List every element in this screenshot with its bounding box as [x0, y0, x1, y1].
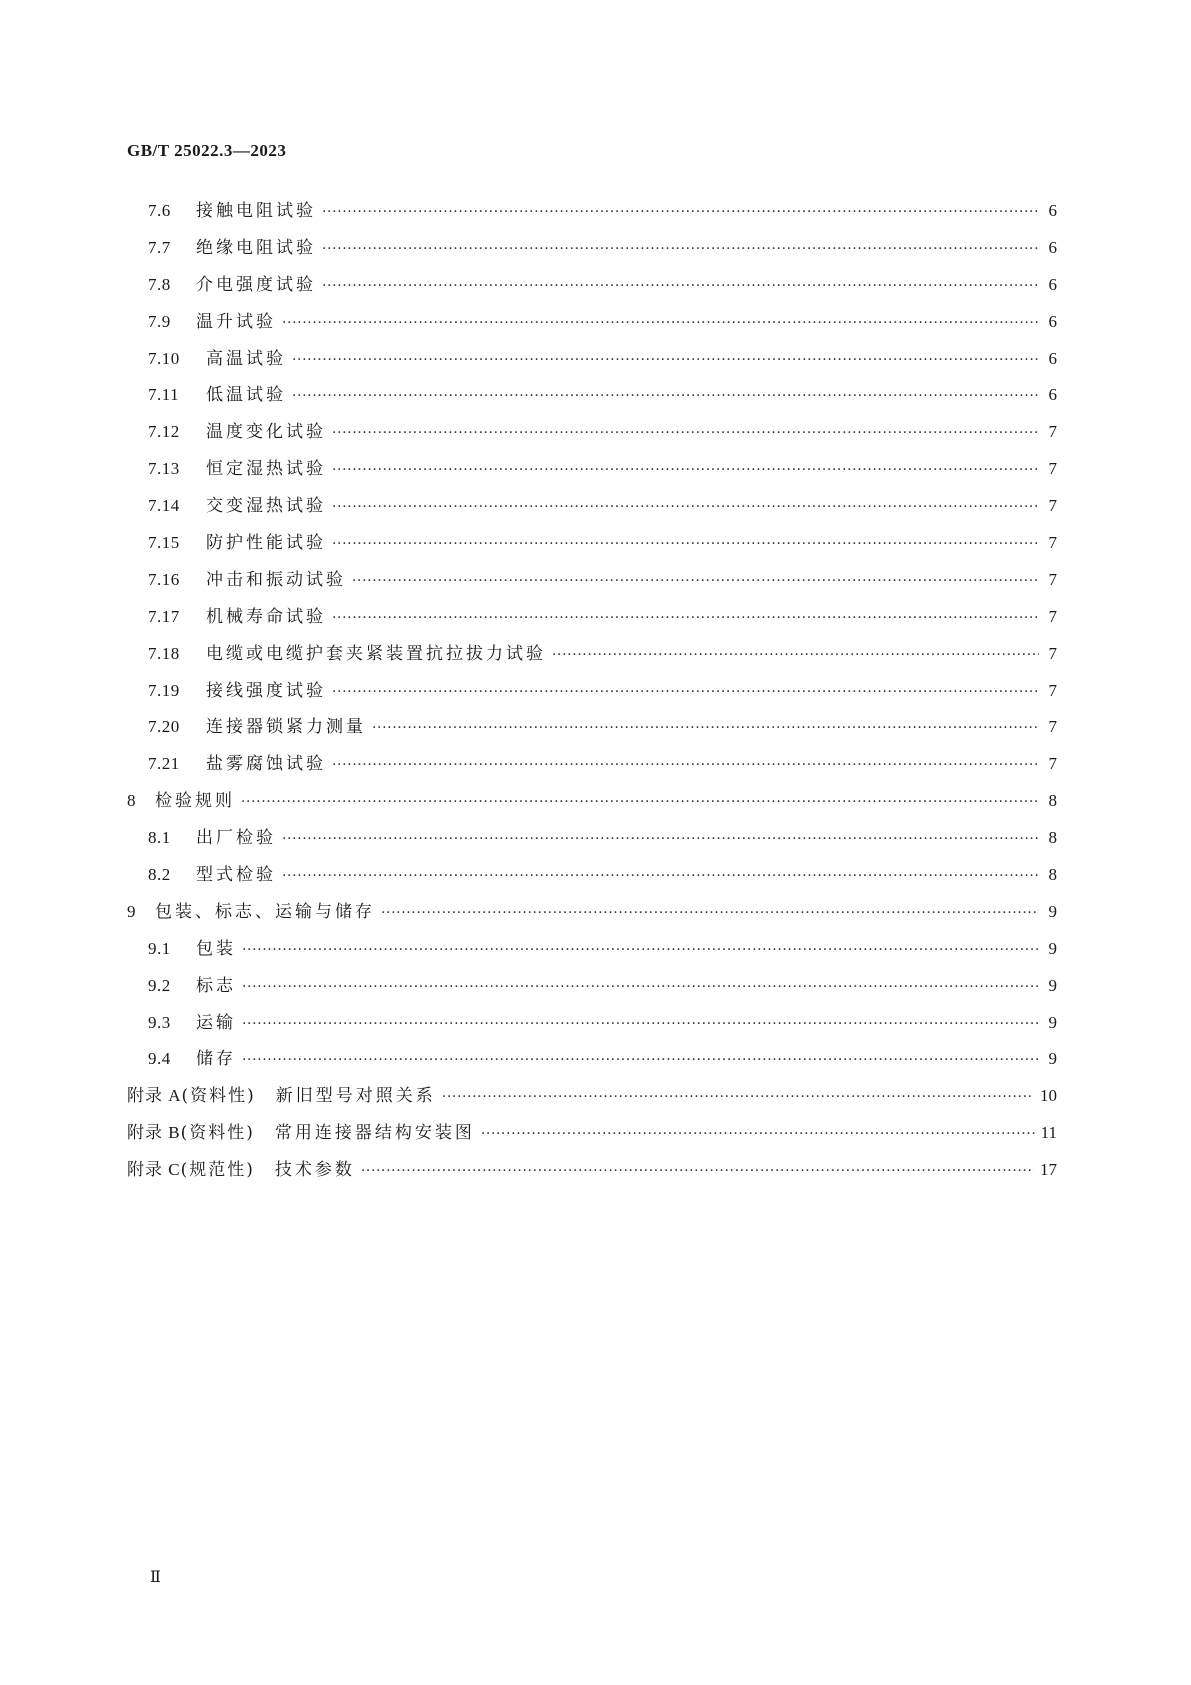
toc-entry[interactable] [127, 602, 1057, 639]
toc-entry-page: 6 [1048, 385, 1057, 405]
toc-entry-title: 低温试验 [206, 385, 286, 406]
toc-entry-number: 附录 A [127, 1086, 182, 1106]
toc-entry-page: 6 [1048, 201, 1057, 220]
toc-entry-title: 电缆或电缆护套夹紧装置抗拉拔力试验 [206, 643, 546, 664]
toc-entry[interactable] [127, 1081, 1057, 1118]
toc-dot-leader [332, 684, 1039, 700]
toc-dot-leader [242, 1016, 1039, 1032]
toc-entry[interactable] [127, 454, 1057, 491]
toc-entry-page: 6 [1048, 348, 1057, 368]
toc-entry[interactable] [127, 786, 1057, 823]
toc-entry-title: 介电强度试验 [196, 274, 316, 295]
toc-entry-page: 7 [1048, 643, 1057, 663]
toc-entry-title: 接线强度试验 [206, 680, 326, 701]
toc-entry[interactable] [127, 565, 1057, 602]
toc-entry[interactable] [127, 491, 1057, 528]
toc-entry-title: 交变湿热试验 [206, 496, 326, 517]
toc-entry-title: 绝缘电阻试验 [196, 237, 316, 258]
toc-dot-leader [241, 794, 1039, 810]
toc-entry-number: 7.15 [148, 533, 180, 553]
toc-dot-leader [552, 647, 1039, 663]
toc-entry-page: 7 [1048, 754, 1057, 774]
toc-entry[interactable] [127, 528, 1057, 565]
toc-entry-page: 7 [1048, 569, 1057, 589]
toc-entry-title: 温度变化试验 [206, 422, 326, 443]
toc-entry-page: 7 [1048, 496, 1057, 516]
toc-entry-title: 标志 [196, 975, 236, 996]
toc-entry-number: 8 [127, 791, 136, 811]
toc-entry-category: (资料性) [180, 1123, 255, 1144]
toc-dot-leader [282, 315, 1039, 331]
toc-entry[interactable] [127, 380, 1057, 417]
toc-entry[interactable] [127, 307, 1057, 344]
toc-entry-page: 7 [1048, 606, 1057, 626]
toc-entry[interactable] [127, 934, 1057, 971]
toc-entry-title: 包装 [196, 938, 236, 959]
toc-entry-number: 9.2 [148, 975, 171, 995]
toc-entry-title: 温升试验 [196, 311, 276, 332]
toc-dot-leader [242, 942, 1039, 958]
toc-entry-number: 7.16 [148, 569, 180, 589]
toc-dot-leader [282, 868, 1039, 884]
toc-entry-title: 接触电阻试验 [196, 201, 316, 221]
toc-entry-page: 6 [1048, 237, 1057, 257]
toc-entry-page: 8 [1048, 828, 1057, 848]
toc-entry-page: 9 [1048, 938, 1057, 958]
toc-entry-number: 7.20 [148, 717, 180, 737]
document-code: GB/T 25022.3—2023 [127, 141, 287, 160]
page-number: Ⅱ [150, 1569, 161, 1586]
toc-entry-number: 7.19 [148, 680, 180, 700]
toc-entry[interactable] [127, 344, 1057, 381]
toc-dot-leader [332, 536, 1039, 552]
toc-entry-page: 9 [1048, 901, 1057, 921]
toc-dot-leader [442, 1089, 1034, 1105]
toc-entry-page: 7 [1048, 533, 1057, 553]
toc-entry-title: 恒定湿热试验 [206, 459, 326, 480]
toc-entry[interactable] [127, 712, 1057, 749]
toc-entry-number: 7.14 [148, 496, 180, 516]
toc-entry-page: 7 [1048, 680, 1057, 700]
toc-entry-number: 7.9 [148, 311, 171, 331]
toc-entry[interactable] [127, 196, 1057, 233]
toc-entry[interactable] [127, 749, 1057, 786]
toc-entry-page: 8 [1048, 791, 1057, 811]
toc-entry-page: 6 [1048, 311, 1057, 331]
toc-entry-page: 7 [1048, 422, 1057, 442]
toc-entry-category: (规范性) [180, 1160, 255, 1181]
toc-entry-title: 机械寿命试验 [206, 606, 326, 627]
toc-entry[interactable] [127, 676, 1057, 713]
toc-entry-page: 9 [1048, 1012, 1057, 1032]
toc-entry[interactable] [127, 897, 1057, 934]
toc-entry-title: 盐雾腐蚀试验 [206, 754, 326, 775]
toc-dot-leader [332, 425, 1039, 441]
toc-dot-leader [332, 757, 1039, 773]
toc-dot-leader [292, 352, 1039, 368]
toc-dot-leader [352, 573, 1039, 589]
toc-entry-number: 8.2 [148, 865, 171, 885]
toc-entry-page: 7 [1048, 459, 1057, 479]
toc-entry-page: 7 [1048, 717, 1057, 737]
toc-entry-title: 冲击和振动试验 [206, 569, 346, 590]
toc-entry[interactable] [127, 823, 1057, 860]
toc-dot-leader [372, 720, 1039, 736]
toc-entry-page: 8 [1048, 865, 1057, 885]
toc-entry-number: 7.10 [148, 348, 180, 368]
toc-entry-number: 7.7 [148, 237, 171, 257]
toc-dot-leader [242, 1052, 1039, 1068]
toc-entry-number: 9.3 [148, 1012, 171, 1032]
toc-dot-leader [481, 1126, 1035, 1142]
toc-entry[interactable] [127, 1155, 1057, 1192]
toc-entry-number: 9.4 [148, 1049, 171, 1069]
toc-entry-page: 17 [1040, 1160, 1057, 1180]
toc-dot-leader [381, 905, 1039, 921]
toc-entry-number: 附录 B [127, 1123, 181, 1143]
toc-entry-page: 9 [1048, 1049, 1057, 1069]
toc-dot-leader [292, 388, 1039, 404]
toc-entry-number: 附录 C [127, 1160, 181, 1180]
toc-entry-number: 7.11 [148, 385, 180, 405]
toc-entry-number: 7.17 [148, 606, 180, 626]
toc-entry[interactable] [127, 860, 1057, 897]
toc-dot-leader [282, 831, 1039, 847]
toc-entry-category: (资料性) [181, 1086, 256, 1107]
toc-dot-leader [361, 1163, 1034, 1179]
toc-dot-leader [322, 241, 1039, 257]
toc-entry[interactable] [127, 270, 1057, 307]
toc-dot-leader [332, 499, 1039, 515]
toc-entry[interactable] [127, 1008, 1057, 1045]
toc-dot-leader [332, 610, 1039, 626]
toc-entry-number: 7.8 [148, 274, 171, 294]
toc-entry-title: 防护性能试验 [206, 533, 326, 554]
toc-entry-number: 7.21 [148, 754, 180, 774]
toc-entry-page: 6 [1048, 274, 1057, 294]
toc-entry-number: 8.1 [148, 828, 171, 848]
toc-entry-title: 包装、标志、运输与储存 [155, 901, 375, 922]
toc-entry-title: 常用连接器结构安装图 [274, 1123, 475, 1144]
toc-entry[interactable] [127, 971, 1057, 1008]
toc-entry-title: 技术参数 [274, 1160, 355, 1181]
table-of-contents [127, 196, 1057, 1192]
toc-entry-number: 9 [127, 901, 136, 921]
toc-dot-leader [242, 979, 1039, 995]
toc-entry-title: 检验规则 [155, 791, 235, 812]
toc-entry-page: 11 [1040, 1123, 1057, 1143]
toc-entry-number: 7.13 [148, 459, 180, 479]
toc-entry[interactable] [127, 639, 1057, 676]
toc-entry[interactable] [127, 417, 1057, 454]
toc-entry[interactable] [127, 1044, 1057, 1081]
toc-dot-leader [322, 204, 1039, 220]
toc-entry-page: 10 [1040, 1086, 1057, 1106]
toc-entry-title: 储存 [196, 1049, 236, 1070]
toc-entry-title: 连接器锁紧力测量 [206, 717, 366, 738]
toc-entry-title: 出厂检验 [196, 828, 276, 849]
toc-entry-number: 9.1 [148, 938, 171, 958]
toc-entry[interactable] [127, 233, 1057, 270]
toc-entry-number: 7.12 [148, 422, 180, 442]
toc-entry-page: 9 [1048, 975, 1057, 995]
toc-entry[interactable] [127, 1118, 1057, 1155]
toc-entry-title: 高温试验 [206, 348, 286, 369]
toc-entry-title: 运输 [196, 1012, 236, 1033]
toc-dot-leader [332, 462, 1039, 478]
toc-entry-title: 新旧型号对照关系 [275, 1086, 436, 1107]
toc-entry-title: 型式检验 [196, 865, 276, 886]
toc-entry-number: 7.6 [148, 201, 171, 220]
toc-entry-number: 7.18 [148, 643, 180, 663]
toc-dot-leader [322, 278, 1039, 294]
